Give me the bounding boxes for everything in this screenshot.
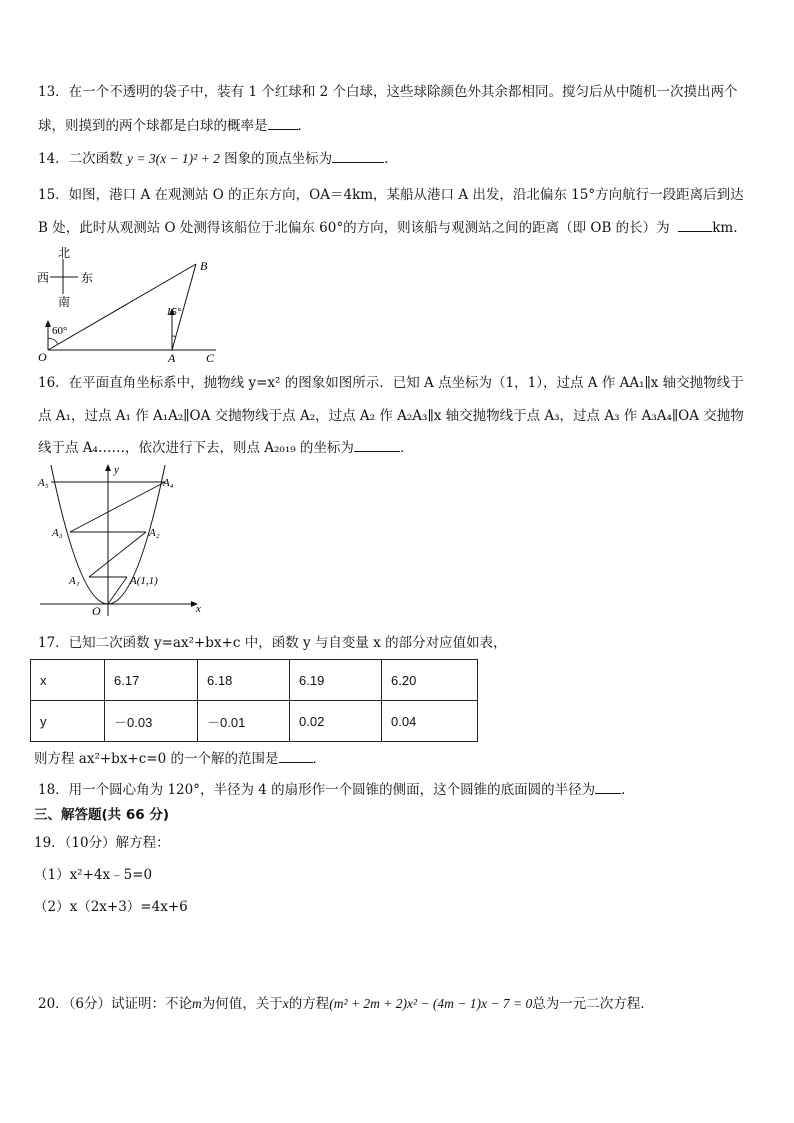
- y-axis-arrow: [105, 464, 111, 471]
- q20-var-m: m: [192, 996, 202, 1011]
- q17-intro: 17．已知二次函数 y=ax²+bx+c 中，函数 y 与自变量 x 的部分对应值如表，: [38, 635, 507, 651]
- q13-line-2: [38, 117, 311, 135]
- table-cell: x: [31, 660, 105, 701]
- q20-mid1: 为何值，关于: [201, 996, 283, 1012]
- answer-blank: [279, 750, 313, 763]
- table-row: [31, 701, 478, 742]
- angle-arc-15: [172, 336, 176, 337]
- compass-north-label: 北: [58, 246, 71, 260]
- q16-end: ．: [399, 440, 414, 456]
- q18-line: [38, 781, 635, 799]
- compass-west-label: 西: [37, 271, 50, 285]
- q15-line-1: 15．如图，港口 A 在观测站 O 的正东方向，OA＝4km，某船从港口 A 出发，沿北偏东 15°方向航行一段距离后到达: [38, 187, 744, 203]
- segment-a1-a2: [89, 532, 146, 577]
- point-a1-label: A₁: [69, 575, 80, 587]
- table-cell: 6.17: [105, 660, 198, 701]
- point-a-label: A(1,1): [130, 575, 158, 587]
- point-c-label: C: [206, 351, 215, 365]
- table-cell: y: [31, 701, 105, 742]
- compass-east-label: 东: [81, 271, 94, 285]
- q18-end: ．: [621, 782, 635, 798]
- q20-var-x: x: [282, 996, 289, 1011]
- table-cell: 6.18: [198, 660, 290, 701]
- answer-blank: [678, 219, 712, 232]
- point-a2-label: A₂: [149, 527, 160, 539]
- point-a5-label: A₅: [38, 477, 49, 489]
- angle-arc-60: [48, 338, 58, 344]
- point-a3-label: A₃: [52, 527, 63, 539]
- q20-line: [38, 995, 645, 1013]
- q16-line-1: 16．在平面直角坐标系中，抛物线 y=x² 的图象如图所示．已知 A 点坐标为（1，1），过点 A 作 AA₁∥x 轴交抛物线于: [38, 375, 744, 391]
- q19-part-2: （2）x（2x+3）=4x+6: [34, 899, 188, 915]
- y-axis-label: y: [114, 464, 119, 476]
- q19-part-1: （1）x²+4x﹣5=0: [34, 867, 153, 883]
- q13-end: ．: [297, 118, 311, 134]
- table-cell: －0.03: [105, 701, 198, 742]
- q16-line-2: 点 A₁，过点 A₁ 作 A₁A₂∥OA 交抛物线于点 A₂，过点 A₂ 作 A₂A₃∥x 轴交抛物线于点 A₃，过点 A₃ 作 A₃A₄∥OA 交抛物: [38, 408, 744, 424]
- answer-blank: [354, 439, 400, 452]
- q20-equation: (m² + 2m + 2)x² − (4m − 1)x − 7 = 0: [329, 996, 533, 1011]
- table-cell: 6.19: [290, 660, 382, 701]
- table-cell: 6.20: [382, 660, 478, 701]
- q17-after: [34, 750, 326, 768]
- q20-mid2: 的方程: [288, 996, 330, 1012]
- q17-end: ．: [312, 751, 326, 767]
- point-a4-label: A₄: [163, 477, 174, 489]
- q17-text: 则方程 ax²+bx+c=0 的一个解的范围是: [34, 751, 279, 767]
- q20-prefix: 20．（6分）试证明：不论: [38, 996, 193, 1012]
- angle-60-label: 60°: [52, 325, 68, 337]
- compass-south-label: 南: [58, 295, 71, 309]
- q14-suffix: 图象的顶点坐标为: [224, 151, 333, 167]
- q15-figure: [30, 244, 230, 366]
- q14-prefix: 14．二次函数: [38, 151, 123, 167]
- answer-blank: [595, 781, 621, 794]
- table-row: [31, 660, 478, 701]
- table-cell: 0.04: [382, 701, 478, 742]
- q15-line-2: [38, 219, 738, 237]
- q14-end: ．: [384, 151, 398, 167]
- point-b-label: B: [200, 259, 208, 273]
- angle-15-label: 15°: [166, 306, 182, 318]
- q16-line-3: [38, 439, 413, 457]
- section-heading: 三、解答题(共 66 分): [34, 807, 170, 823]
- answer-blank: [332, 150, 384, 163]
- origin-label: O: [92, 604, 101, 618]
- answer-blank: [268, 117, 298, 130]
- x-axis-label: x: [196, 603, 201, 615]
- table-cell: －0.01: [198, 701, 290, 742]
- q19-title: 19．（10分）解方程：: [34, 835, 170, 851]
- q16-figure: [36, 460, 206, 618]
- q18-text: 18．用一个圆心角为 120°，半径为 4 的扇形作一个圆锥的侧面，这个圆锥的底面圆的半径为: [38, 782, 596, 798]
- point-a-label: A: [168, 351, 176, 365]
- arrowhead-o: [45, 320, 51, 327]
- q17-value-table: [30, 659, 478, 742]
- q13-text: 球，则摸到的两个球都是白球的概率是: [38, 118, 268, 134]
- q16-text: 线于点 A₄……，依次进行下去，则点 A₂₀₁₉ 的坐标为: [38, 440, 354, 456]
- q13-line-1: 13．在一个不透明的袋子中，装有 1 个红球和 2 个白球，这些球除颜色外其余都相同。搅匀后从中随机一次摸出两个: [38, 84, 738, 100]
- table-cell: 0.02: [290, 701, 382, 742]
- q20-suffix: 总为一元二次方程.: [532, 996, 645, 1012]
- q14-formula: y = 3(x − 1)² + 2: [126, 151, 220, 166]
- point-o-label: O: [38, 350, 47, 364]
- q14-line: [38, 150, 398, 168]
- q15-text: B 处，此时从观测站 O 处测得该船位于北偏东 60°的方向，则该船与观测站之间的距离（即 OB 的长）为: [38, 220, 670, 236]
- q15-unit: km.: [712, 220, 738, 236]
